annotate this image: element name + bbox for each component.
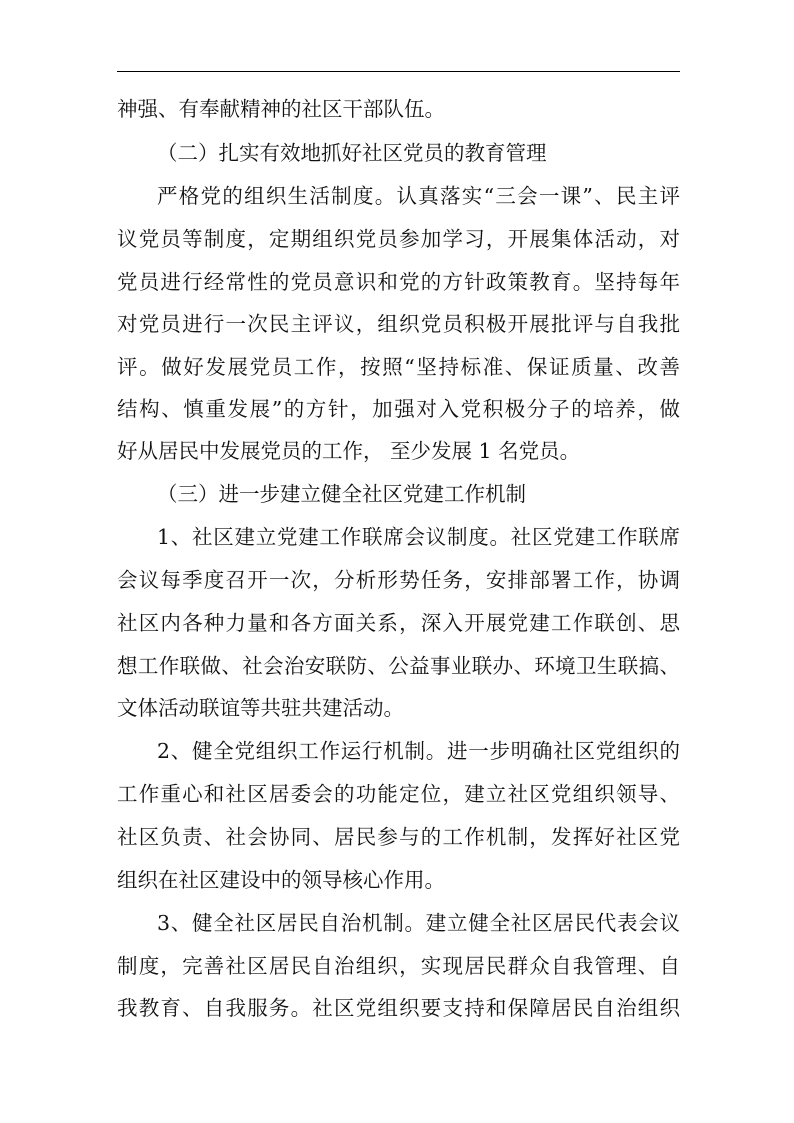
paragraph-line: 对党员进行一次民主评议，组织党员积极开展批评与自我批 — [117, 312, 680, 336]
paragraph-line: 3、健全社区居民自治机制。建立健全社区居民代表会议 — [157, 911, 680, 935]
paragraph-line: 组织在社区建设中的领导核心作用。 — [117, 868, 445, 892]
paragraph-line: 想工作联做、社会治安联防、公益事业联办、环境卫生联搞、 — [117, 654, 680, 678]
paragraph-line: 2、健全党组织工作运行机制。进一步明确社区党组织的 — [157, 739, 680, 763]
section-heading-three: （三）进一步建立健全社区党建工作机制 — [157, 482, 526, 506]
paragraph-line: 我教育、自我服务。社区党组织要支持和保障居民自治组织 — [117, 996, 680, 1020]
paragraph-line: 1、社区建立党建工作联席会议制度。社区党建工作联席 — [157, 525, 680, 549]
paragraph-line: 评。做好发展党员工作，按照“坚持标准、保证质量、改善 — [117, 355, 680, 379]
paragraph-line: 好从居民中发展党员的工作， 至少发展 1 名党员。 — [117, 439, 581, 463]
paragraph-line: 文体活动联谊等共驻共建活动。 — [117, 696, 404, 720]
paragraph-line: 会议每季度召开一次，分析形势任务，安排部署工作，协调 — [117, 568, 680, 592]
paragraph-line: 结构、慎重发展”的方针，加强对入党积极分子的培养，做 — [117, 397, 680, 421]
paragraph-line: 严格党的组织生活制度。认真落实“三会一课”、民主评 — [157, 184, 680, 208]
paragraph-line: 工作重心和社区居委会的功能定位，建立社区党组织领导、 — [117, 782, 680, 806]
paragraph-line: 议党员等制度，定期组织党员参加学习，开展集体活动，对 — [117, 227, 680, 251]
paragraph-line: 制度，完善社区居民自治组织，实现居民群众自我管理、自 — [117, 954, 680, 978]
paragraph-line: 社区负责、社会协同、居民参与的工作机制，发挥好社区党 — [117, 825, 680, 849]
section-heading-two: （二）扎实有效地抓好社区党员的教育管理 — [157, 141, 547, 165]
paragraph-line: 社区内各种力量和各方面关系，深入开展党建工作联创、思 — [117, 611, 680, 635]
paragraph-line: 神强、有奉献精神的社区干部队伍。 — [117, 97, 445, 121]
paragraph-line: 党员进行经常性的党员意识和党的方针政策教育。坚持每年 — [117, 270, 680, 294]
